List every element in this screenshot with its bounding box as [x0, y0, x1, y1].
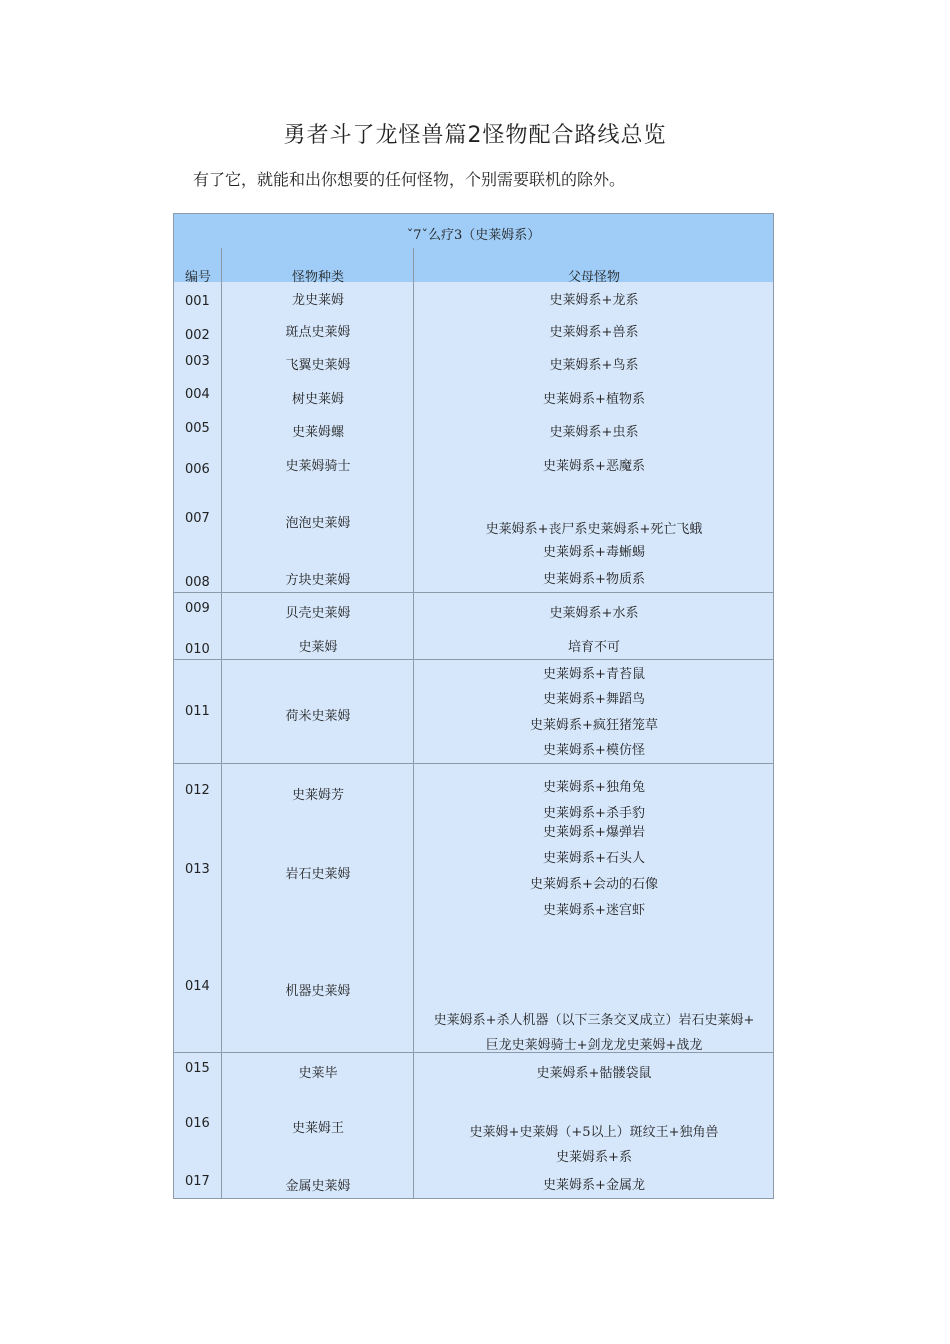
monster-name: 史莱姆 — [298, 640, 338, 655]
row-id: 007 — [185, 511, 210, 526]
parent-combo: 史莱姆系+恶魔系 — [543, 459, 645, 474]
column-divider-1 — [221, 248, 222, 1199]
monster-name: 方块史莱姆 — [285, 573, 351, 588]
monster-name: 史莱姆芳 — [291, 788, 344, 803]
row-divider — [174, 763, 773, 764]
row-id: 002 — [185, 328, 210, 343]
row-id: 001 — [185, 294, 210, 309]
row-divider — [174, 659, 773, 660]
row-id: 014 — [185, 979, 210, 994]
row-id: 015 — [185, 1061, 210, 1076]
parent-combo: 史莱姆系+金属龙 — [543, 1178, 645, 1193]
row-id: 010 — [185, 642, 210, 657]
parent-combo: 史莱姆系+兽系 — [549, 325, 639, 340]
monster-name: 荷米史莱姆 — [285, 709, 351, 724]
monster-name: 机器史莱姆 — [285, 984, 351, 999]
row-id: 017 — [185, 1174, 210, 1189]
parent-combo: 史莱姆系+鸟系 — [549, 358, 639, 373]
monster-table — [173, 213, 774, 1199]
row-id: 004 — [185, 387, 210, 402]
parent-combo: 史莱姆系+系 — [556, 1150, 632, 1165]
monster-name: 泡泡史莱姆 — [285, 516, 351, 531]
row-id: 005 — [185, 421, 210, 436]
table-caption: ˇ7ˇ么疗3（史莱姆系） — [406, 228, 541, 243]
monster-name: 飞翼史莱姆 — [285, 358, 351, 373]
parent-combo: 史莱姆系+骷髅袋鼠 — [536, 1066, 652, 1081]
header-id: 编号 — [185, 270, 212, 285]
parent-combo: 史莱姆系+独角兔 — [543, 780, 645, 795]
monster-name: 岩石史莱姆 — [285, 867, 351, 882]
monster-name: 史莱毕 — [298, 1066, 338, 1081]
monster-name: 史莱姆王 — [291, 1121, 344, 1136]
parent-combo: 史莱姆系+模仿怪 — [543, 743, 645, 758]
parent-combo: 史莱姆系+丧尸系史莱姆系+死亡飞蛾 — [485, 522, 703, 537]
row-divider — [174, 592, 773, 593]
monster-name: 史莱姆螺 — [291, 425, 344, 440]
parent-combo: 史莱姆系+舞蹈鸟 — [543, 692, 645, 707]
parent-combo: 史莱姆系+杀人机器（以下三条交叉成立）岩石史莱姆+ — [433, 1013, 755, 1028]
parent-combo: 史莱姆系+物质系 — [543, 572, 645, 587]
monster-name: 树史莱姆 — [291, 392, 344, 407]
parent-combo: 史莱姆系+青苔鼠 — [543, 667, 645, 682]
monster-name: 斑点史莱姆 — [285, 325, 351, 340]
parent-combo: 巨龙史莱姆骑士+剑龙龙史莱姆+战龙 — [485, 1038, 703, 1053]
row-id: 006 — [185, 462, 210, 477]
parent-combo: 史莱姆系+爆弹岩 — [543, 825, 645, 840]
parent-combo: 史莱姆系+龙系 — [549, 293, 639, 308]
row-id: 003 — [185, 354, 210, 369]
header-kind: 怪物种类 — [291, 270, 344, 285]
monster-name: 史莱姆骑士 — [285, 459, 351, 474]
parent-combo: 史莱姆系+杀手豹 — [543, 806, 645, 821]
header-parents: 父母怪物 — [567, 270, 620, 285]
parent-combo: 史莱姆系+水系 — [549, 606, 639, 621]
row-id: 011 — [185, 704, 210, 719]
parent-combo: 史莱姆系+会动的石像 — [530, 877, 658, 892]
row-id: 012 — [185, 783, 210, 798]
parent-combo: 史莱姆+史莱姆（+5以上）斑纹王+独角兽 — [469, 1125, 719, 1140]
row-id: 013 — [185, 862, 210, 877]
row-id: 008 — [185, 575, 210, 590]
parent-combo: 培育不可 — [567, 640, 620, 655]
parent-combo: 史莱姆系+石头人 — [543, 851, 645, 866]
parent-combo: 史莱姆系+毒蜥蜴 — [543, 545, 645, 560]
page-subtitle: 有了它，就能和出你想要的任何怪物，个别需要联机的除外。 — [193, 170, 626, 189]
page-title: 勇者斗了龙怪兽篇2怪物配合路线总览 — [283, 123, 667, 148]
monster-name: 贝壳史莱姆 — [285, 606, 351, 621]
parent-combo: 史莱姆系+植物系 — [543, 392, 645, 407]
monster-name: 金属史莱姆 — [285, 1179, 351, 1194]
parent-combo: 史莱姆系+迷宫虾 — [543, 903, 645, 918]
row-id: 009 — [185, 601, 210, 616]
parent-combo: 史莱姆系+疯狂猪笼草 — [530, 718, 658, 733]
parent-combo: 史莱姆系+虫系 — [549, 425, 639, 440]
row-id: 016 — [185, 1116, 210, 1131]
monster-name: 龙史莱姆 — [291, 293, 344, 308]
